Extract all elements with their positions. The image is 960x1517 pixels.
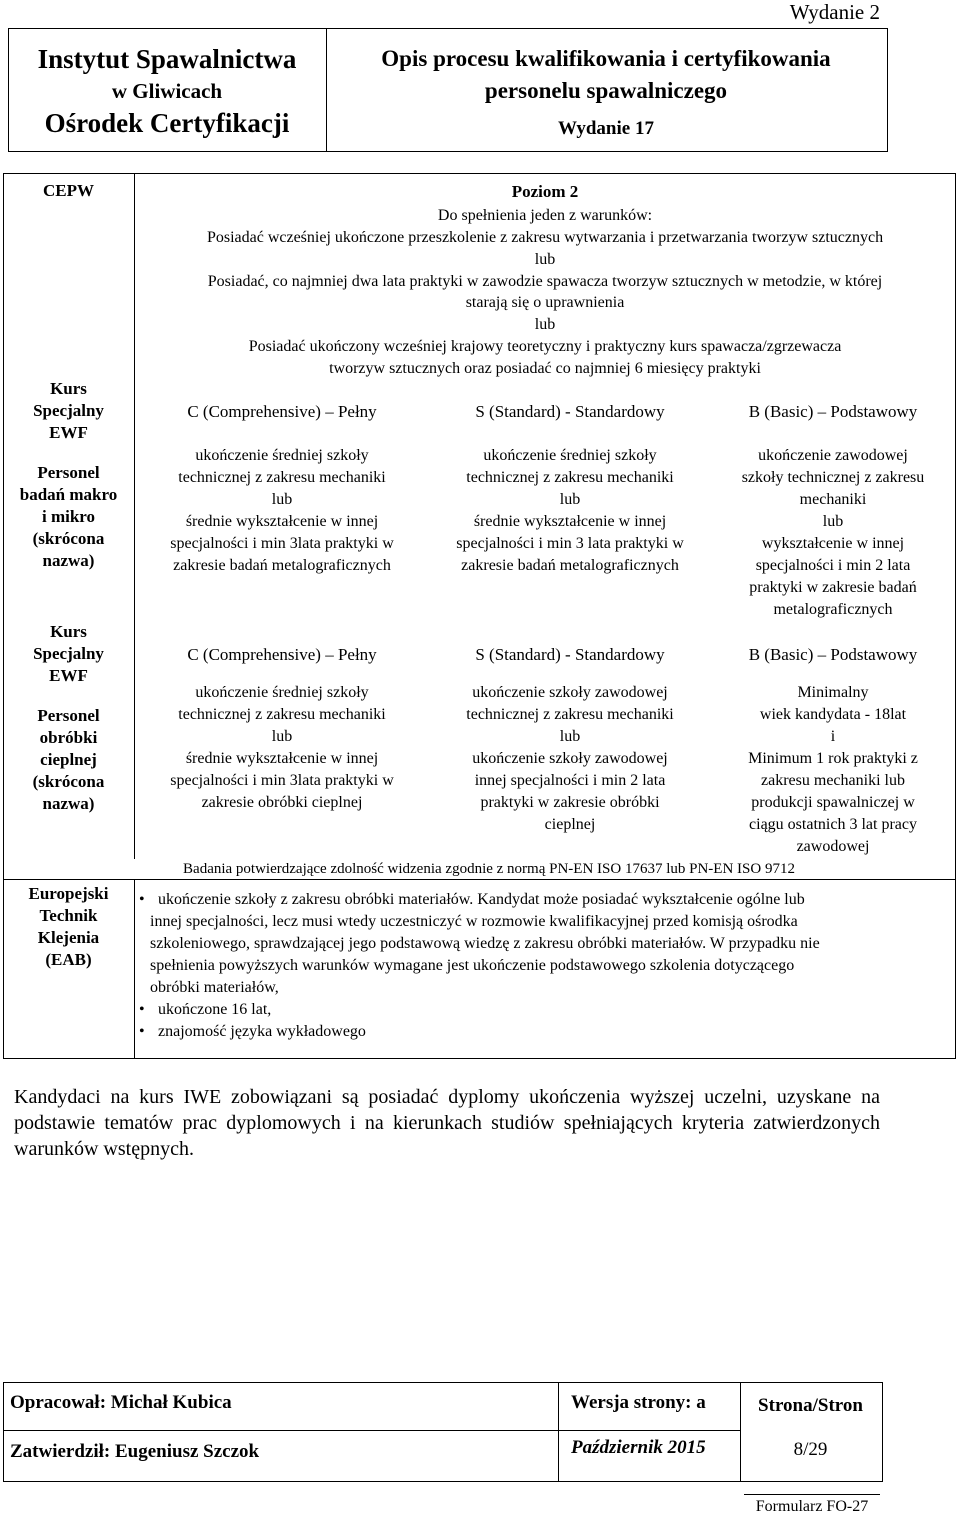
- cepw-requirement-line: tworzyw sztucznych oraz posiadać co najmniej 6 miesięcy praktyki: [329, 360, 761, 377]
- row-label-cepw: CEPW: [43, 181, 94, 200]
- row-label-eab-1: Europejski: [28, 884, 109, 903]
- makro-b-line: szkoły technicznej z zakresu: [741, 469, 925, 486]
- heat-b-line: zakresu mechaniki lub: [761, 772, 905, 789]
- row-label-eab-3: Klejenia: [37, 928, 100, 947]
- page-number: 8/29: [793, 1439, 828, 1460]
- row-label-ewf-heat-7: cieplnej: [40, 750, 97, 769]
- makro-b-line: metalograficznych: [773, 601, 893, 618]
- eab-bullet-line: ukończone 16 lat,: [158, 1001, 272, 1018]
- makro-c-line: specjalności i min 3lata praktyki w: [170, 535, 394, 552]
- heat-c-line: zakresie obróbki cieplnej: [201, 794, 363, 811]
- row-label-ewf-makro-6: badań makro: [19, 485, 118, 504]
- row-label-ewf-heat-6: obróbki: [39, 728, 98, 747]
- eab-bullet-line: obróbki materiałów,: [150, 979, 279, 996]
- tier-comprehensive-header: C (Comprehensive) – Pełny: [187, 645, 377, 664]
- row-label-ewf-makro-7: i mikro: [41, 507, 96, 526]
- page-label: Strona/Stron: [758, 1395, 863, 1416]
- iwe-candidates-note: Kandydaci na kurs IWE zobowiązani są posiadać dyplomy ukończenia wyższej uczelni, uzyskane na podstawie tematów prac dyplomowych i na kierunkach studiów spełniających kryteria zatwierdzonych warunków wstępnych.: [14, 1086, 880, 1160]
- eab-requirements-list: [139, 889, 940, 1043]
- cepw-requirement-line: Posiadać, co najmniej dwa lata praktyki w zawodzie spawacza tworzyw sztucznych w metodzie, w której: [207, 273, 883, 290]
- prepared-by: Opracował: Michał Kubica: [10, 1392, 232, 1413]
- makro-b-line: wykształcenie w innej: [761, 535, 905, 552]
- row-label-ewf-heat-2: Specjalny: [33, 644, 104, 663]
- row-label-ewf-makro-3: EWF: [49, 423, 88, 442]
- makro-s-line: zakresie badań metalograficznych: [461, 557, 679, 574]
- heat-c-line: ukończenie średniej szkoły: [195, 684, 369, 701]
- footer-row-divider: [3, 1430, 740, 1431]
- bullet-icon: •: [139, 1001, 145, 1018]
- list-item: [139, 999, 940, 1021]
- row-label-ewf-heat-5: Personel: [37, 706, 100, 725]
- cepw-requirement-line: lub: [534, 316, 556, 333]
- heat-s-line: innej specjalności i min 2 lata: [474, 772, 666, 789]
- vision-test-requirement: Badania potwierdzające zdolność widzenia zgodnie z normą PN-EN ISO 17637 lub PN-EN ISO 9712: [183, 861, 795, 877]
- heat-s-line: technicznej z zakresu mechaniki: [466, 706, 674, 723]
- eab-bullet-line: znajomość języka wykładowego: [158, 1023, 366, 1040]
- makro-b-line: praktyki w zakresie badań: [749, 579, 917, 596]
- bullet-icon: •: [139, 891, 145, 908]
- eab-bullet-line: szkoleniowego, sprawdzającej jego podstawową wiedzę z zakresu obróbki materiałów. W przypadku nie: [150, 935, 820, 952]
- makro-c-line: zakresie badań metalograficznych: [173, 557, 391, 574]
- heat-s-line: cieplnej: [544, 816, 596, 833]
- makro-c-line: technicznej z zakresu mechaniki: [178, 469, 386, 486]
- document-edition: Wydanie 17: [558, 118, 654, 139]
- document-title-line2: personelu spawalniczego: [484, 78, 728, 103]
- tier-basic-header: B (Basic) – Podstawowy: [748, 645, 918, 664]
- form-id-rule: [744, 1494, 880, 1495]
- document-date-text: Październik 2015: [571, 1437, 706, 1458]
- level-title: Poziom 2: [511, 182, 579, 201]
- heat-b-line: wiek kandydata - 18lat: [759, 706, 907, 723]
- cepw-requirement-line: Posiadać ukończony wcześniej krajowy teoretyczny i praktyczny kurs spawacza/zgrzewacza: [248, 338, 842, 355]
- cepw-requirement-line: Do spełnienia jeden z warunków:: [437, 207, 653, 224]
- tier-standard-header: S (Standard) - Standardowy: [475, 645, 665, 664]
- certification-center: Ośrodek Certyfikacji: [44, 108, 290, 138]
- page-version: Wersja strony: a: [571, 1392, 706, 1413]
- eab-bullet-line: spełnienia powyższych warunków wymagane jest ukończenie podstawowego szkolenia dotyczącego: [150, 957, 795, 974]
- row-label-eab-2: Technik: [39, 906, 98, 925]
- document-date: [571, 1436, 706, 1460]
- tier-basic-header: B (Basic) – Podstawowy: [748, 402, 918, 421]
- row-label-eab-4: (EAB): [45, 950, 92, 969]
- institute-name: Instytut Spawalnictwa: [37, 44, 297, 74]
- cepw-requirement-line: Posiadać wcześniej ukończone przeszkolenie z zakresu wytwarzania i przetwarzania tworzyw sztucznych: [206, 229, 884, 246]
- makro-s-line: lub: [559, 491, 581, 508]
- heat-c-line: technicznej z zakresu mechaniki: [178, 706, 386, 723]
- row-label-ewf-makro-1: Kurs: [50, 379, 87, 398]
- heat-b-line: i: [830, 728, 836, 745]
- document-title-line1: Opis procesu kwalifikowania i certyfikowania: [381, 46, 831, 71]
- tier-comprehensive-header: C (Comprehensive) – Pełny: [187, 402, 377, 421]
- heat-b-line: Minimum 1 rok praktyki z: [748, 750, 918, 767]
- row-label-ewf-makro-9: nazwa): [42, 551, 95, 570]
- makro-b-line: specjalności i min 2 lata: [755, 557, 911, 574]
- heat-s-line: lub: [559, 728, 581, 745]
- table-row-divider-eab: [3, 879, 956, 880]
- heat-c-line: lub: [271, 728, 293, 745]
- heat-s-line: ukończenie szkoły zawodowej: [472, 750, 668, 767]
- tier-standard-header: S (Standard) - Standardowy: [475, 402, 665, 421]
- makro-b-line: lub: [822, 513, 844, 530]
- heat-b-line: ciągu ostatnich 3 lat pracy: [749, 816, 917, 833]
- heat-b-line: Minimalny: [797, 684, 869, 701]
- makro-c-line: średnie wykształcenie w innej: [185, 513, 379, 530]
- eab-bullet-line: innej specjalności, lecz musi wtedy uczestniczyć w rozmowie kwalifikacyjnej przed komisją ośrodka: [150, 913, 798, 930]
- row-label-ewf-makro-5: Personel: [37, 463, 100, 482]
- makro-b-line: ukończenie zawodowej: [758, 447, 908, 464]
- row-label-ewf-makro-8: (skrócona: [32, 529, 105, 548]
- row-label-ewf-heat-1: Kurs: [50, 622, 87, 641]
- bullet-icon: •: [139, 1023, 145, 1040]
- row-label-ewf-heat-8: (skrócona: [32, 772, 105, 791]
- form-id: Formularz FO-27: [755, 1498, 869, 1515]
- heat-b-line: zawodowej: [796, 838, 870, 855]
- heat-s-line: praktyki w zakresie obróbki: [480, 794, 660, 811]
- heat-s-line: ukończenie szkoły zawodowej: [472, 684, 668, 701]
- makro-b-line: mechaniki: [799, 491, 867, 508]
- eab-bullet-line: ukończenie szkoły z zakresu obróbki materiałów. Kandydat może posiadać wykształcenie ogólne lub: [158, 891, 805, 908]
- institute-city: w Gliwicach: [111, 79, 223, 103]
- row-label-ewf-heat-3: EWF: [49, 666, 88, 685]
- approved-by: Zatwierdził: Eugeniusz Szczok: [10, 1441, 260, 1462]
- makro-s-line: specjalności i min 3 lata praktyki w: [456, 535, 684, 552]
- heat-c-line: specjalności i min 3lata praktyki w: [170, 772, 394, 789]
- row-label-ewf-heat-9: nazwa): [42, 794, 95, 813]
- makro-s-line: ukończenie średniej szkoły: [483, 447, 657, 464]
- heat-b-line: produkcji spawalniczej w: [751, 794, 915, 811]
- list-item: [139, 889, 940, 999]
- list-item: [139, 1021, 940, 1043]
- makro-s-line: technicznej z zakresu mechaniki: [466, 469, 674, 486]
- footer-divider: [558, 1382, 559, 1482]
- edition-label-top: Wydanie 2: [789, 0, 880, 24]
- makro-c-line: ukończenie średniej szkoły: [195, 447, 369, 464]
- row-label-ewf-makro-2: Specjalny: [33, 401, 104, 420]
- cepw-requirement-line: lub: [534, 251, 556, 268]
- table-column-divider-eab: [134, 880, 135, 1058]
- makro-c-line: lub: [271, 491, 293, 508]
- makro-s-line: średnie wykształcenie w innej: [473, 513, 667, 530]
- heat-c-line: średnie wykształcenie w innej: [185, 750, 379, 767]
- cepw-requirement-line: starają się o uprawnienia: [465, 294, 625, 311]
